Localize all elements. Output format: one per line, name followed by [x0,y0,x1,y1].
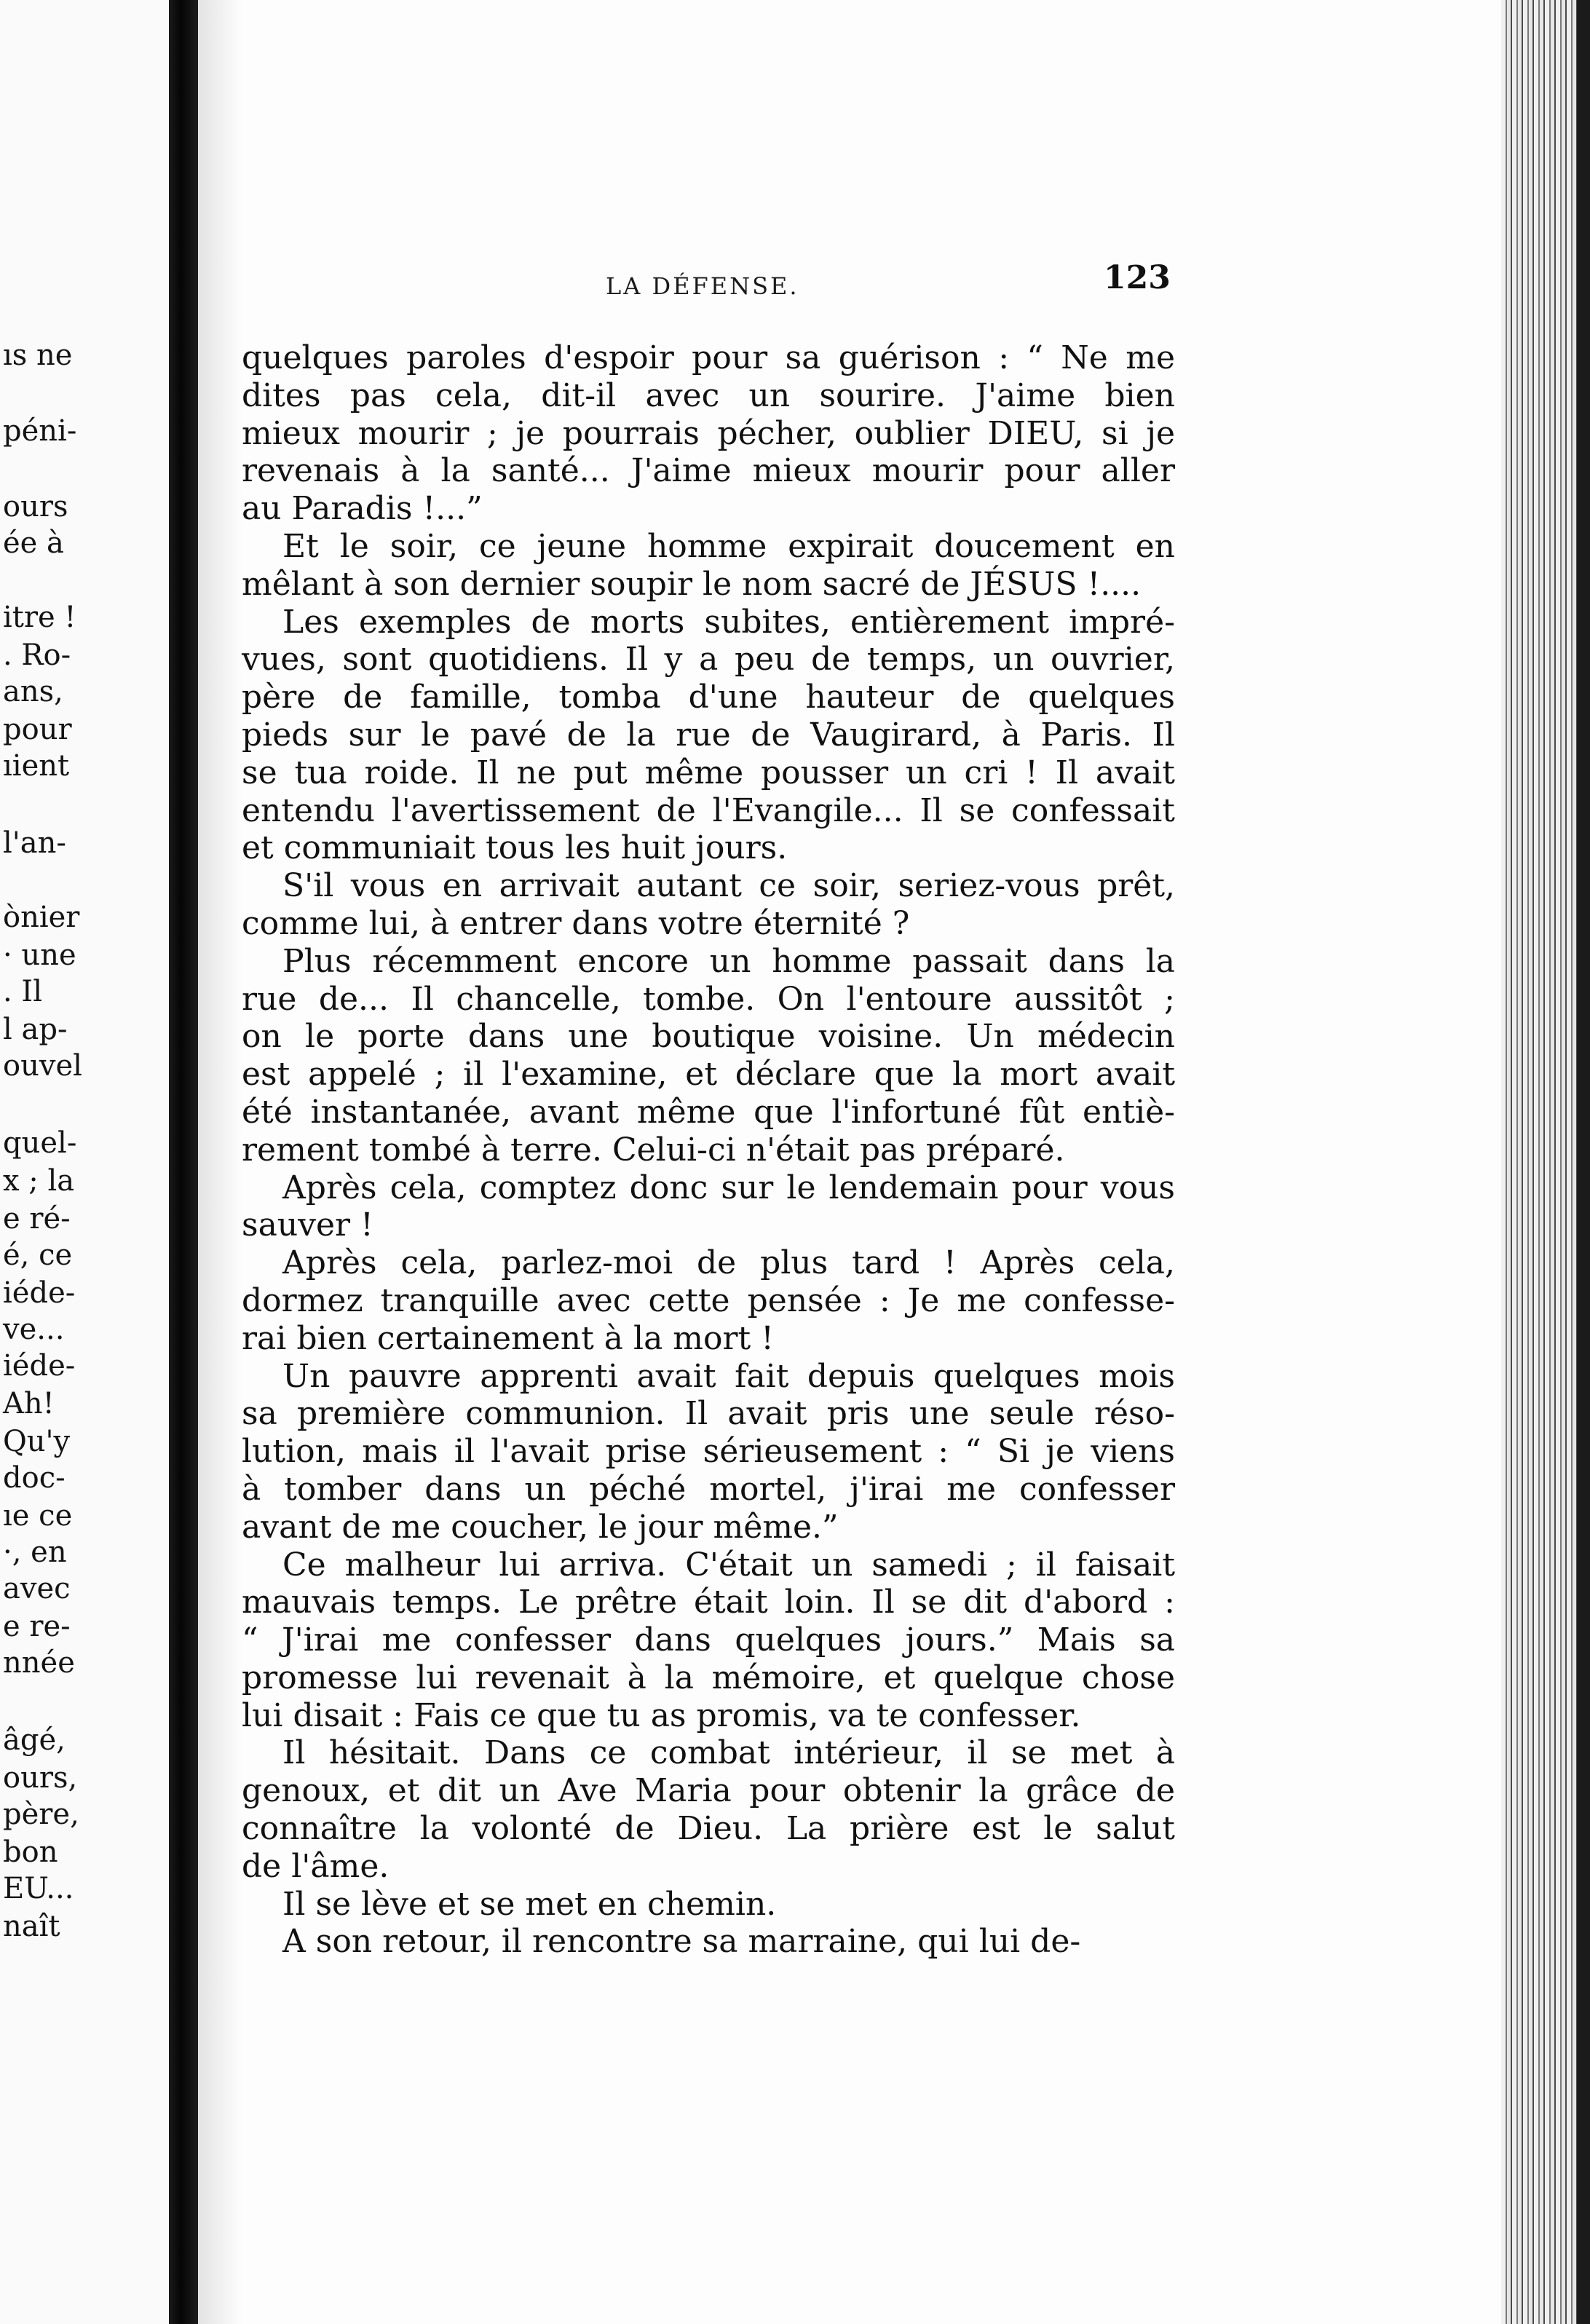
text-line: est appelé ; il l'examine, et déclare que la mort avait [242,1056,1175,1094]
book-cover-edge [1577,0,1590,2324]
text-line: Plus récemment encore un homme passait dans la [282,942,1175,980]
text-line: de l'âme. [242,1847,389,1885]
left-page-fragment: père, [3,1798,79,1831]
left-page-fragment: Ah! [3,1387,55,1420]
left-page-fragment: iéde- [3,1349,76,1383]
text-line: on le porte dans une boutique voisine. Un médecin [242,1018,1175,1056]
left-page-fragment: péni- [3,414,77,448]
text-line: Les exemples de morts subites, entièrement impré- [282,603,1175,641]
text-line: mauvais temps. Le prêtre était loin. Il se dit d'abord : [242,1584,1175,1621]
left-page-fragment: . Il [3,975,43,1008]
text-line: mêlant à son dernier soupir le nom sacré de JÉSUS !.... [242,565,1142,603]
left-page-fragment: nnée [3,1646,75,1680]
left-page-fragment: avec [3,1572,71,1605]
left-page-fragment: ònier [3,901,80,934]
text-line: père de famille, tomba d'une hauteur de quelques [242,679,1175,716]
left-page-fragment: l'an- [3,826,66,860]
left-page-fragment: . Ro- [3,639,71,672]
text-line: Ce malheur lui arriva. C'était un samedi ; il faisait [282,1546,1175,1584]
left-page-fragment: ours [3,490,68,523]
text-line: revenais à la santé... J'aime mieux mourir pour aller [242,452,1175,490]
left-page-fragment: quel- [3,1126,77,1160]
left-page-fragment: l ap- [3,1013,68,1046]
text-line: vues, sont quotidiens. Il y a peu de temps, un ouvrier, [242,641,1175,679]
left-page-fragment: ours, [3,1761,78,1795]
page-shadow [198,0,242,2324]
text-line: entendu l'avertissement de l'Evangile... Il se confessait [242,791,1175,829]
left-facing-page-margin [0,0,169,2324]
text-line: dormez tranquille avec cette pensée : Je me confesse- [242,1281,1175,1319]
text-line: au Paradis !...” [242,490,483,528]
page-number: 123 [1104,259,1171,296]
running-head: LA DÉFENSE. [606,272,799,300]
left-page-fragment: pour [3,713,72,746]
left-page-fragment: doc- [3,1461,66,1495]
text-line: rue de... Il chancelle, tombe. On l'entoure aussitôt ; [242,980,1175,1018]
left-page-fragment: ans, [3,675,63,708]
text-line: dites pas cela, dit-il avec un sourire. J'aime bien [242,376,1175,414]
text-line: lui disait : Fais ce que tu as promis, va te confesser. [242,1696,1081,1734]
text-line: quelques paroles d'espoir pour sa guérison : “ Ne me [242,339,1175,376]
text-line: “ J'irai me confesser dans quelques jours.” Mais sa [242,1621,1175,1659]
left-page-fragment: Qu'y [3,1425,71,1458]
main-page [198,0,1501,2324]
text-line: A son retour, il rencontre sa marraine, qui lui de- [282,1923,1081,1961]
text-line: Un pauvre apprenti avait fait depuis quelques mois [282,1357,1175,1395]
text-line: sauver ! [242,1206,373,1244]
text-line: genoux, et dit un Ave Maria pour obtenir la grâce de [242,1772,1175,1810]
text-line: promesse lui revenait à la mémoire, et quelque chose [242,1659,1175,1696]
text-line: mieux mourir ; je pourrais pécher, oublier DIEU, si je [242,414,1175,452]
text-line: Et le soir, ce jeune homme expirait doucement en [282,527,1175,565]
left-page-fragment: itre ! [3,601,76,634]
left-page-fragment: iéde- [3,1276,76,1310]
page-edges [1501,0,1590,2324]
text-line: à tomber dans un péché mortel, j'irai me confesser [242,1470,1175,1508]
text-line: se tua roide. Il ne put même pousser un cri ! Il avait [242,754,1175,791]
left-page-fragment: · une [3,938,76,972]
text-line: lution, mais il l'avait prise sérieusement : “ Si je viens [242,1433,1175,1471]
text-line: Après cela, parlez-moi de plus tard ! Après cela, [282,1244,1175,1282]
text-line: Il hésitait. Dans ce combat intérieur, il se met à [282,1734,1175,1772]
text-line: rai bien certainement à la mort ! [242,1319,774,1357]
left-page-fragment: âgé, [3,1723,66,1757]
text-line: et communiait tous les huit jours. [242,829,788,867]
left-page-fragment: e re- [3,1610,71,1643]
left-page-fragment: e ré- [3,1202,71,1236]
left-page-fragment: bon [3,1835,58,1869]
left-page-fragment: ée à [3,526,64,560]
text-line: rement tombé à terre. Celui-ci n'était pas préparé. [242,1131,1065,1169]
left-page-fragment: ouvel [3,1049,82,1083]
left-page-fragment: ve... [3,1313,65,1346]
text-line: Après cela, comptez donc sur le lendemain pour vous [282,1169,1175,1206]
left-page-fragment: é, ce [3,1238,73,1272]
left-page-fragment: EU... [3,1872,74,1905]
text-line: Il se lève et se met en chemin. [282,1885,777,1923]
body-text [242,339,1175,1961]
left-page-fragment: x ; la [3,1164,75,1198]
left-page-fragment: naît [3,1910,60,1943]
left-page-fragment: ıient [3,749,70,783]
left-page-fragment: ıs ne [3,339,73,372]
left-page-fragment: ·, en [3,1536,67,1569]
text-line: connaître la volonté de Dieu. La prière est le salut [242,1810,1175,1848]
text-line: avant de me coucher, le jour même.” [242,1508,839,1546]
text-line: comme lui, à entrer dans votre éternité ? [242,904,910,942]
text-line: S'il vous en arrivait autant ce soir, seriez-vous prêt, [282,867,1175,905]
text-line: pieds sur le pavé de la rue de Vaugirard, à Paris. Il [242,716,1175,754]
text-line: été instantanée, avant même que l'infortuné fût entiè- [242,1093,1175,1131]
left-page-fragment: ıe ce [3,1499,73,1533]
text-line: sa première communion. Il avait pris une seule réso- [242,1395,1175,1433]
book-gutter [169,0,198,2324]
